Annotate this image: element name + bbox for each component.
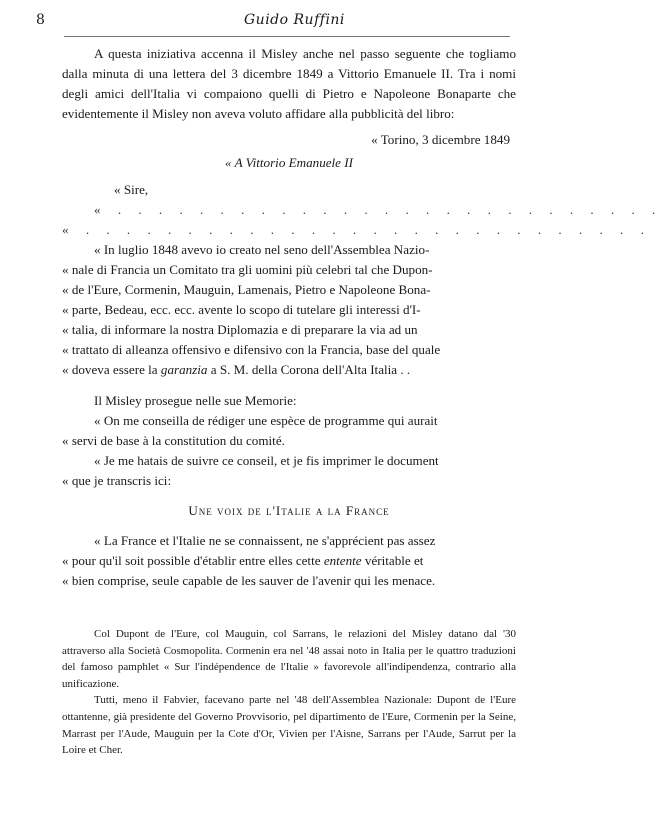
ellipsis-line-2: « . . . . . . . . . . . . . . . . . . . . . . . . . . . . (62, 221, 651, 237)
manifesto-emphasis: entente (323, 553, 362, 569)
french-line: « On me conseilla de rédiger une espèce de programme qui aurait (94, 412, 438, 428)
page-number: 8 (36, 12, 45, 28)
footnote-2: Tutti, meno il Fabvier, facevano parte nel '48 dell'Assemblea Nazionale: Dupont de l'Eure ottantenne, già presidente del Governo Provvisorio, pel dipartimento de l'Eure, Cormenin per la Seine, Marrast per l'Aude, Mauguin per la Cote d'Or, Vivien per l'Aisne, Sarrans per l'Aude, Sarrut per la Loire et Cher. (62, 694, 516, 757)
running-head: Guido Ruffini (244, 12, 345, 28)
main-text (62, 44, 662, 591)
manifesto-quote (62, 531, 516, 591)
quote-text: a S. M. della Corona dell'Alta Italia . . (207, 362, 411, 378)
manifesto-line (62, 551, 516, 571)
quote-line: « nale di Francia un Comitato tra gli uomini più celebri tal che Dupon- (62, 261, 433, 277)
letter-salutation: « Sire, (114, 181, 149, 197)
quote-line: « In luglio 1848 avevo io creato nel seno dell'Assemblea Nazio- (94, 241, 430, 257)
manifesto-line: « La France et l'Italie ne se connaissent, ne s'apprécient pas assez (94, 533, 436, 549)
letter-addressee: « A Vittorio Emanuele II (224, 155, 353, 171)
manifesto-text: véritable et (361, 553, 424, 569)
french-line: « que je transcris ici: (62, 472, 172, 488)
footnotes (62, 626, 516, 759)
footnote-1: Col Dupont de l'Eure, col Mauguin, col Sarrans, le relazioni del Misley datano dal '30 attraverso alla Società Cosmopolita. Cormenin era nel '48 assai noto in Italia per le quattro traduzioni del famoso pamphlet « Sur l'indépendence de l'Italie » favorevole all'indipendenza, contrario alla unificazione. (62, 628, 516, 690)
quote-line: « talia, di informare la nostra Diplomazia e di preparare la via ad un (62, 322, 418, 338)
page-header (0, 6, 550, 32)
header-rule (64, 36, 510, 37)
french-quote (62, 411, 516, 491)
quote-text: « doveva essere la (62, 362, 161, 378)
intro-paragraph: A questa iniziativa accenna il Misley anche nel passo seguente che togliamo dalla minuta di una lettera del 3 dicembre 1849 a Vittorio Emanuele II. Tra i nomi degli amici dell'Italia vi compaiono quelli di Pietro e Napoleone Bonaparte che evidentemente il Misley non aveva voluto affidare alla pubblicità del libro: (62, 46, 516, 122)
quote-line: « parte, Bedeau, ecc. ecc. avente lo scopo di tutelare gli interessi d'I- (62, 302, 421, 318)
quote-line: « de l'Eure, Cormenin, Mauguin, Lamenais, Pietro e Napoleone Bona- (62, 282, 431, 298)
manifesto-text: « pour qu'il soit possible d'établir entre elles cette (62, 553, 324, 569)
ellipsis-line-1: « . . . . . . . . . . . . . . . . . . . . . . . . . . . (94, 201, 662, 217)
letter-place-date: « Torino, 3 dicembre 1849 (371, 132, 510, 148)
french-line: « Je me hatais de suivre ce conseil, et je fis imprimer le document (94, 452, 439, 468)
document-title: Une voix de l'Italie a la France (188, 502, 390, 518)
misley-paragraph: Il Misley prosegue nelle sue Memorie: (94, 392, 297, 408)
french-line: « servi de base à la constitution du comité. (62, 432, 285, 448)
quote-emphasis: garanzia (160, 362, 208, 378)
letter-quote (62, 240, 516, 381)
manifesto-line: « bien comprise, seule capable de les sauver de l'avenir qui les menace. (62, 573, 436, 589)
quote-line-last (62, 360, 516, 380)
quote-line: « trattato di alleanza offensivo e difensivo con la Francia, base del quale (62, 342, 441, 358)
